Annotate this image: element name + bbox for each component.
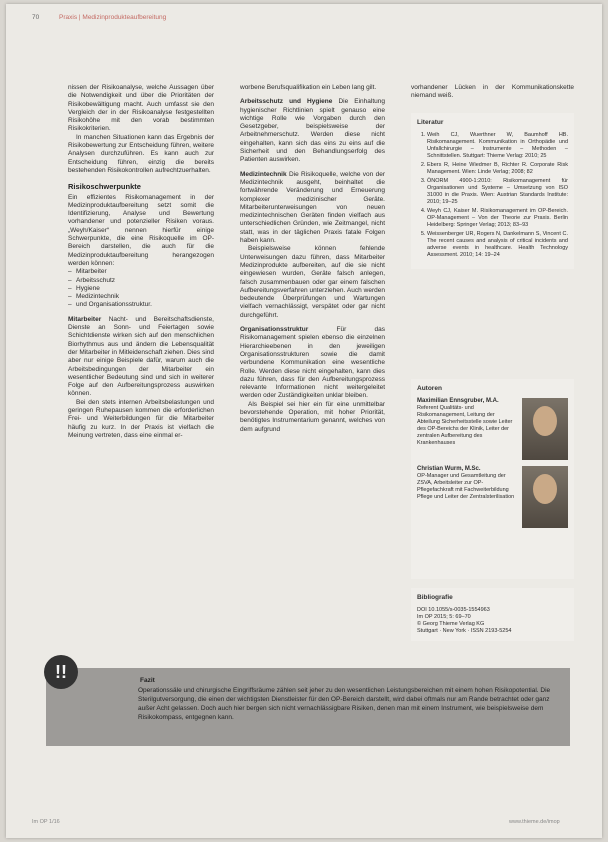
paragraph-text: Die Einhaltung hygienischer Richtlinien spielt genauso eine wichtige Rolle wie Vorgaben durch den Gesetzgeber, beispielsweise der Arbeitnehmerschutz. Werden diese nicht eingehalten, kann sich das eins zu eins auf die Sicherheit und den Behandlungserfolg des Patienten auswirken. — [240, 98, 385, 164]
running-head — [32, 14, 166, 21]
column-right — [411, 84, 574, 269]
authors-heading: Autoren — [417, 385, 442, 392]
page-number: 70 — [32, 14, 40, 21]
paragraph — [240, 98, 385, 164]
paragraph: Als Beispiel sei hier ein für eine unmittelbar bevorstehende Operation, mit hoher Priorität, benötigtes Instrumentarium genannt, welches von dem aufgrund — [240, 400, 385, 433]
author-photo — [522, 398, 568, 460]
author-name: Christian Wurm, M.Sc. — [417, 466, 481, 472]
footer-left: Im OP 1/16 — [32, 819, 60, 825]
paragraph — [240, 171, 385, 246]
bibliography-line: Stuttgart · New York · ISSN 2193-5254 — [417, 628, 512, 634]
footer-right: www.thieme.de/imop — [509, 819, 560, 825]
bibliography-line: © Georg Thieme Verlag KG — [417, 621, 485, 627]
paragraph: Beispielsweise können fehlende Unterweisungen dazu führen, dass Mitarbeiter Medizinprodukte aufbereiten, auf die sie nicht eingewiesen wurden, Geräte falsch anlegen, falsch zusammenbauen oder gar einem falschen Aufbereitungsverfahren unterziehen. Auch werden bedeutende Überprüfungen und Wartungen vielfach vernachlässigt, verspätet oder gar nicht durchgeführt. — [240, 245, 385, 319]
fazit-badge-icon: !! — [44, 655, 78, 689]
page — [6, 4, 602, 838]
paragraph — [240, 326, 385, 401]
fazit-text: Operationssäle und chirurgische Eingriffsräume zählen seit jeher zu den wesentlichen Leistungsbereichen mit einem hohen Risikopotential. Die Sterilgutversorgung, die einen der wichtigsten Dienstleister für den OP-Bereich darstellt, wird dabei oftmals nur am Rande betrachtet oder ganz außer Acht gelassen. Doch auch hier bergen sich nicht vernachlässigbare Risiken, denen man mit einem Instrument, wie beispielsweise dem Risikokompass, entgegnen kann. — [138, 687, 551, 721]
section-title: Praxis | Medizinprodukteaufbereitung — [59, 14, 167, 21]
bibliography-line: Im OP 2015; 5: 69–70 — [417, 614, 471, 620]
author-photo — [522, 466, 568, 528]
list-item: – Hygiene — [68, 285, 214, 293]
fazit-label: Fazit — [140, 677, 155, 684]
paragraph-text: Die Risikoquelle, welche von der Medizintechnik ausgeht, beinhaltet die fortwährende Veränderung und Erneuerung komplexer medizinischer Geräte. Mitarbeiterunterweisungen von neuen medizintechnischen Geräten finden vielfach aus unterschiedlichen Gründen, wie Zeitmangel, nicht statt, was in der täglichen Praxis fatale Folgen haben kann. — [240, 170, 385, 245]
author-entry — [417, 398, 568, 460]
literature-heading: Literatur — [417, 118, 444, 126]
reference: 2. Ebers R, Heine Wiedmer B, Richter R. Corporate Risk Management. Wien: Linde Verlag; 2008; 82 — [427, 162, 568, 176]
author-entry — [417, 466, 568, 528]
literature-list — [417, 132, 568, 259]
paragraph-text: Nacht- und Bereitschaftsdienste, Dienste an Sonn- und Feiertagen sowie Schichtdienste wirken sich auf den menschlichen Biorhythmus aus und ändern die Lebensqualität der Mitarbeiter in Mitleidenschaft ziehen. Dies sind aber nur einige Beispiele dafür, warum auch die Arbeitsbedingungen der Mitarbeiter ein wesentlicher Bedeutung sind und sich in weiterer Folge auf den Aufbereitungsprozess auswirken können. — [68, 315, 214, 398]
paragraph-text: Für das Risikomanagement spielen ebenso die einzelnen Hierarchieebenen in den jeweiligen Organisationsstrukturen sowie die damit verbundene Kommunikation eine wesentliche Rolle. Werden diese nicht eingehalten, kann dies dazu führen, dass für den Aufbereitungsprozess relevante Informationen nicht weitergeleitet werden oder Zuständigkeiten unklar bleiben. — [240, 326, 385, 400]
paragraph: worbene Berufsqualifikation ein Leben lang gilt. — [240, 84, 377, 91]
paragraph: Bei den stets internen Arbeitsbelastungen und geringen Ruhepausen kommen die erforderlichen Frei- und Weiterbildungen für die Mitarbeiter häufig zu kurz. In der Praxis ist vielfach die Meinung vertreten, dass eine einmal er- — [68, 398, 214, 439]
bibliography-line: DOI 10.1055/s-0035-1554963 — [417, 607, 490, 613]
bibliography-box — [411, 588, 574, 641]
section-heading: Risikoschwerpunkte — [68, 182, 141, 192]
lead-word: Mitarbeiter — [68, 315, 102, 323]
reference: 3. ÖNORM 4900-1:2010: Risikomanagement für Organisationen und Systeme – Umsetzung von ISO 31000 in die Praxis. Wien: Austrian Standards Institute: 2010; 19–25 — [427, 178, 568, 206]
paragraph: vorhandener Lücken in der Kommunikationskette niemand weiß. — [411, 84, 574, 100]
lead-word: Arbeitsschutz und Hygiene — [240, 98, 333, 106]
reference: 1. Weih CJ, Wuerthner W, Baumhoff HB. Risikomanagement. Kommunikation in Orthopädie und Unfallchirurgie – Instrumente – Methoden – Schnittstellen. Stuttgart: Thieme Verlag: 2010; 25 — [427, 132, 568, 160]
bibliography-heading: Bibliografie — [417, 594, 453, 601]
list-item: – Mitarbeiter — [68, 268, 214, 276]
paragraph — [68, 316, 214, 399]
author-description: OP-Manager und Gesamtleitung der ZSVA, Arbeitsleiter zur OP-Pflegefachkraft mit Fachweiterbildung Pflege und Leiter der Zentralsterilisation — [417, 473, 515, 500]
list-item: – Medizintechnik — [68, 293, 214, 301]
lead-word: Organisationsstruktur — [240, 326, 309, 334]
column-left — [68, 84, 214, 440]
list-item: – Arbeitsschutz — [68, 277, 214, 285]
reference: 5. Weissenberger UR, Rogers N, Dankelmann S, Vincent C. The recent causes and analysis of critical incidents and adverse events in healthcare. Health Technology Assessment. 2010; 14: 19–24 — [427, 231, 568, 259]
paragraph: Ein effizientes Risikomanagement in der Medizinproduktaufbereitung setzt somit die Identifizierung, Analyse und Bewertung vorhandener und potenzieller Risiken voraus. „Weyh/Kaiser“ nennen hierfür einige Schwerpunkte, die eine Risikoquelle im OP-Bereich darstellen, die auch für die Medizinproduktaufbereitung herangezogen werden können: — [68, 193, 214, 267]
reference: 4. Weyh CJ, Kaiser M. Risikomanagement im OP-Bereich. OP-Management – Von der Theorie zur Praxis. Berlin Heidelberg: Springer Verlag; 2013; 83–93 — [427, 208, 568, 229]
lead-word: Medizintechnik — [240, 170, 287, 178]
fazit-box — [46, 668, 570, 746]
column-middle — [240, 84, 385, 434]
authors-box — [411, 379, 574, 579]
author-description: Referent Qualitäts- und Risikomanagement, Leitung der Abteilung Sicherheitsstelle sowie Leiter des OP-Bereichs der Klinik, Leiter der zentralen Aufbereitung des Krankenhauses — [417, 405, 513, 446]
paragraph: nissen der Risikoanalyse, welche Aussagen über die Notwendigkeit und über die Prioritäten der Risikobewältigung macht. Auch umfasst sie den Vergleich der in der Risikoanalyse festgestellten Risikohöhe mit den vorab bestimmten Risikokriterien. — [68, 84, 214, 133]
list-item: – und Organisationsstruktur. — [68, 301, 214, 309]
risk-list — [68, 268, 214, 309]
author-name: Maximilian Ennsgruber, M.A. — [417, 398, 499, 404]
literature-box — [411, 113, 574, 269]
paragraph: In manchen Situationen kann das Ergebnis der Risikobewertung zur Entscheidung führen, weitere Analysen durchzuführen. Es kann auch zur Entscheidung führen, einzig die bereits bestehenden Risikokontrollen aufrechtzuerhalten. — [68, 133, 214, 174]
